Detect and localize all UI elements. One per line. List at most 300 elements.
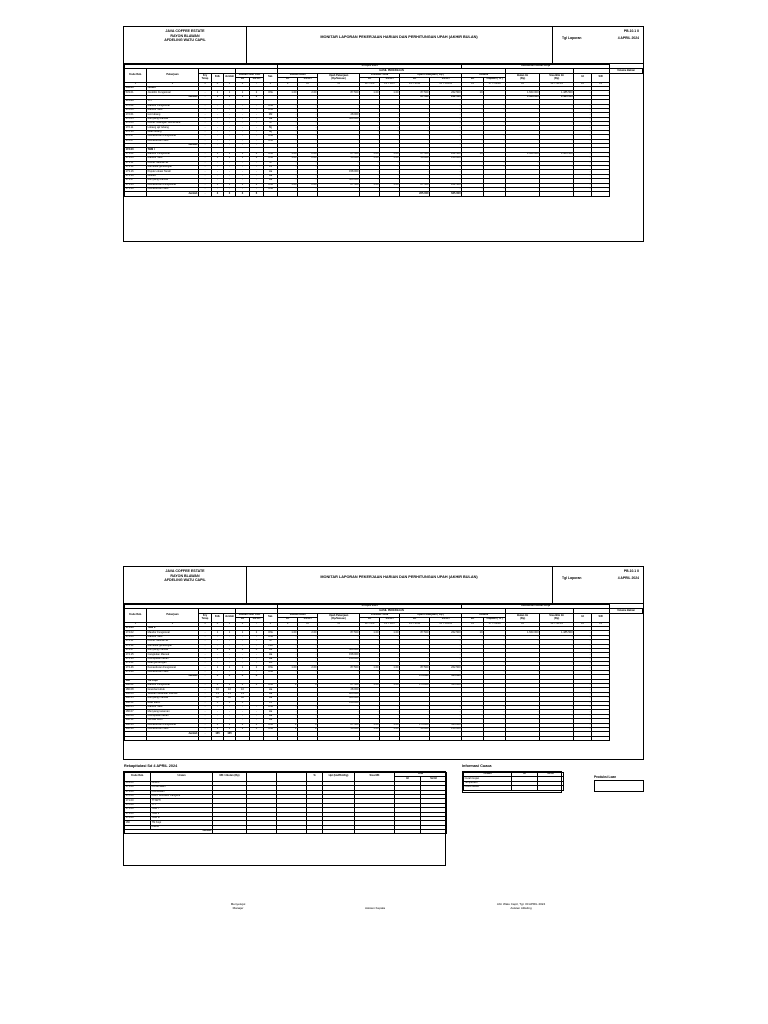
rekap-kode: 171.00 — [125, 786, 151, 790]
cell-value: - — [250, 104, 264, 108]
cell-value — [462, 192, 484, 196]
cell-value: - — [400, 126, 430, 130]
cell-value: - — [574, 161, 592, 165]
sub-col-hi: H.I — [400, 78, 430, 82]
cell-value: - — [430, 113, 462, 117]
cell-pekerjaan: Cangkulan Manual — [147, 653, 199, 657]
cell-value: Bg — [264, 126, 278, 130]
cell-value: - — [484, 705, 506, 709]
col-khl: KHL — [212, 613, 224, 622]
cell-value: 1.663.000 — [506, 631, 540, 635]
cell-value — [592, 736, 610, 740]
cell-value: - — [380, 187, 400, 191]
total-row — [125, 192, 643, 196]
cell-kode: 172.05 — [125, 117, 147, 121]
cell-value: - — [212, 187, 224, 191]
cell-value — [264, 736, 278, 740]
cell-value: - — [360, 174, 380, 178]
cell-value: - — [199, 192, 212, 196]
cell-value: - — [400, 710, 430, 714]
cell-value: - — [236, 104, 250, 108]
cell-kode: 180.09 — [125, 714, 147, 718]
col-pekerjaan: Pekerjaan — [147, 69, 199, 82]
kebutuhan-header: Kebutuhan Modal Kerja — [462, 605, 610, 609]
cell-value: - — [592, 113, 610, 117]
cell-value: 40 — [224, 697, 236, 701]
col-hi-bahan: HI — [574, 613, 592, 622]
report-date-label: Tgl Laporan — [562, 36, 582, 40]
cell-value: - — [278, 117, 298, 121]
cell-kode: 174.22 — [125, 662, 147, 666]
org-block — [124, 567, 247, 603]
cell-kode: 172.03 — [125, 108, 147, 112]
cell-kode: 173.27 — [125, 179, 147, 183]
cell-value: 1 — [212, 666, 224, 670]
col-sd-bahan: S/D — [592, 613, 610, 622]
sheet-header — [124, 27, 643, 64]
cell-value: 3 — [236, 727, 250, 731]
cell-value: - — [462, 165, 484, 169]
rp-label: (Rp) — [520, 616, 526, 620]
cell-pekerjaan: Pemel. Naungan Sementara — [147, 122, 199, 126]
rekap-total-label: Jumlah — [125, 830, 213, 834]
cell-value: 1.00 — [380, 152, 400, 156]
cell-value: 2 — [212, 684, 224, 688]
cell-value: - — [199, 653, 212, 657]
rekap-col-pct: % — [307, 773, 323, 782]
cell-value: - — [574, 631, 592, 635]
sub-col-hi: H.I — [400, 618, 430, 622]
cell-value: Ohk — [264, 727, 278, 731]
cell-value: - — [298, 139, 318, 143]
cell-value: - — [236, 670, 250, 674]
cell-value: Ha — [264, 170, 278, 174]
cell-value: - — [212, 139, 224, 143]
cell-value: - — [212, 108, 224, 112]
col-number: 16 — [462, 82, 484, 86]
col-jumlah: Jumlah — [224, 73, 236, 82]
cell-value: 2 — [224, 648, 236, 652]
total-row — [125, 736, 643, 740]
report-date-label: Tgl Laporan — [562, 576, 582, 580]
rekap-uraian: TTNRTI — [151, 799, 213, 803]
cuaca-uraian: Kelembaban — [464, 786, 512, 790]
volume-bahan-header: Volume Bahan — [610, 69, 643, 73]
cell-value: 1.485.500 — [540, 152, 574, 156]
cuaca-value — [512, 786, 538, 790]
cell-value: - — [506, 670, 540, 674]
cell-value: - — [224, 710, 236, 714]
cell-value: - — [574, 670, 592, 674]
cell-value: - — [506, 122, 540, 126]
cell-value: 87.500 — [400, 152, 430, 156]
cell-value: - — [574, 710, 592, 714]
cell-value: - — [592, 653, 610, 657]
cell-value: - — [250, 705, 264, 709]
cell-value: - — [592, 170, 610, 174]
cell-value — [380, 736, 400, 740]
cell-value: - — [484, 108, 506, 112]
cell-value: - — [224, 719, 236, 723]
report-sheet-2 — [123, 566, 644, 760]
cell-value: - — [360, 710, 380, 714]
cell-value: - — [484, 662, 506, 666]
cell-value: - — [574, 653, 592, 657]
cell-value: 2 — [236, 723, 250, 727]
cell-value: - — [430, 705, 462, 709]
org-rayon: RAYON BLAWAN — [170, 573, 200, 578]
cell-value: M — [264, 161, 278, 165]
cell-value: 4 — [224, 675, 236, 679]
cell-value: - — [212, 126, 224, 130]
col-number: 4 — [212, 82, 224, 86]
sig-manajer — [178, 902, 298, 911]
col-number: 10 — [298, 622, 318, 626]
cell-value: 13 — [224, 692, 236, 696]
org-block — [124, 27, 247, 63]
cell-value: - — [400, 122, 430, 126]
cell-pekerjaan: TBM I — [147, 148, 199, 152]
cell-value: - — [380, 179, 400, 183]
cell-value: Ha — [264, 117, 278, 121]
cell-value: - — [199, 187, 212, 191]
cell-value: - — [318, 161, 360, 165]
col-jumlah-ohk: Jumlah OHK KHL — [236, 613, 264, 617]
cell-value — [574, 192, 592, 196]
cell-value: 1.00 — [360, 152, 380, 156]
cell-value: - — [318, 670, 360, 674]
cell-value: - — [574, 165, 592, 169]
cell-value: - — [224, 126, 236, 130]
cuaca-value — [538, 786, 564, 790]
bulan-ini-label: Bulan Ini — [517, 73, 529, 77]
cell-value: - — [199, 714, 212, 718]
col-number: 11 — [318, 622, 360, 626]
cell-value: - — [540, 719, 574, 723]
cell-value: 525.000 — [430, 723, 462, 727]
cell-value: 175.000 — [400, 684, 430, 688]
cell-value: - — [380, 635, 400, 639]
cell-pekerjaan: Kemandoran Sedi — [147, 187, 199, 191]
kebutuhan-header: Kebutuhan Modal Kerja — [462, 65, 610, 69]
cell-value: - — [199, 108, 212, 112]
cell-value: - — [224, 187, 236, 191]
cell-pekerjaan: Pupuk Lokasi Tanah — [147, 170, 199, 174]
cell-value: Ls — [264, 701, 278, 705]
cell-value: - — [212, 161, 224, 165]
cell-value: - — [574, 139, 592, 143]
cell-value: 4 — [212, 675, 224, 679]
cell-pekerjaan: Pemel. saluran air — [147, 161, 199, 165]
rekap-total-row — [125, 830, 447, 834]
cell-value: 6 — [250, 684, 264, 688]
sub-col-capaian: Capaian ( % ) — [484, 78, 506, 82]
cell-value: 1 — [224, 152, 236, 156]
cell-value: 320.000 — [318, 117, 360, 121]
cell-value: - — [318, 187, 360, 191]
cell-value: - — [250, 179, 264, 183]
cell-value: 1 — [236, 95, 250, 99]
cell-value: 2.00 — [298, 157, 318, 161]
cell-value: - — [236, 108, 250, 112]
cell-value: - — [298, 165, 318, 169]
cell-value: Ohk — [264, 723, 278, 727]
cell-value: - — [224, 653, 236, 657]
cell-value: - — [506, 662, 540, 666]
cell-value: - — [224, 117, 236, 121]
produksi-label: Produksi Loan — [594, 775, 617, 779]
cell-value: 2 — [250, 91, 264, 95]
cell-value: - — [298, 108, 318, 112]
cell-value: - — [199, 161, 212, 165]
cell-value: - — [236, 170, 250, 174]
cell-value: - — [592, 122, 610, 126]
cell-value: - — [484, 644, 506, 648]
cell-value: - — [462, 710, 484, 714]
cell-value: 158.000 — [318, 701, 360, 705]
cell-pekerjaan: Kemandoran Sedi — [147, 670, 199, 674]
cell-kode: 180.12 — [125, 719, 147, 723]
cell-value: - — [592, 635, 610, 639]
cell-value: - — [212, 644, 224, 648]
cell-value: - — [592, 135, 610, 139]
col-number: 19 = 18-14 — [540, 622, 574, 626]
tetap-label: Tetap — [201, 76, 209, 80]
cell-pekerjaan: Menyiang Manual — [147, 117, 199, 121]
cell-value: - — [224, 174, 236, 178]
cell-value: - — [380, 139, 400, 143]
cell-value: - — [199, 640, 212, 644]
cell-value: - — [574, 648, 592, 652]
cell-value: - — [318, 122, 360, 126]
cell-value: - — [212, 662, 224, 666]
cell-kode: 172.00 — [125, 100, 147, 104]
cell-value: - — [574, 723, 592, 727]
cell-value: - — [199, 732, 212, 736]
cell-value: - — [430, 170, 462, 174]
cell-value: Ha — [264, 179, 278, 183]
cell-value: - — [592, 670, 610, 674]
col-kry — [199, 73, 212, 82]
cell-value: 262.500 — [430, 666, 462, 670]
cell-value — [298, 736, 318, 740]
cell-value: - — [400, 174, 430, 178]
table-body — [125, 86, 643, 196]
cell-value: - — [574, 644, 592, 648]
cell-value: - — [574, 122, 592, 126]
rekap-body — [125, 781, 447, 834]
cell-value: 1 — [236, 157, 250, 161]
col-kode: Kode Rek. — [125, 609, 147, 622]
rp-label: (Rp) — [554, 616, 560, 620]
cell-value: - — [484, 165, 506, 169]
cell-pekerjaan: Jorubilin Fungsional — [147, 91, 199, 95]
rekap-uraian: Peml. Lembaro Cangkok — [151, 794, 213, 798]
cell-value: - — [506, 187, 540, 191]
cell-pekerjaan: Buat lubang — [147, 130, 199, 134]
table-body — [125, 626, 643, 740]
cell-value — [484, 192, 506, 196]
cell-value: - — [278, 139, 298, 143]
cell-value: - — [224, 144, 236, 148]
cell-value: 50.000 — [400, 727, 430, 731]
cell-pekerjaan: tuni lubang — [147, 113, 199, 117]
cell-value: Ha — [264, 653, 278, 657]
cell-value: - — [430, 122, 462, 126]
cell-value: - — [430, 670, 462, 674]
col-upah-satuan — [318, 73, 360, 82]
cell-value: - — [236, 714, 250, 718]
cell-value: - — [574, 684, 592, 688]
sub-col-sdhi: s/d H.I — [380, 618, 400, 622]
rp-satuan-label: (Rp/Satuan) — [331, 76, 346, 80]
cell-value: Bg — [264, 130, 278, 134]
cell-kode: 174.12 — [125, 644, 147, 648]
hasil-header: HASIL PEKERJAAN — [278, 609, 506, 613]
cell-kode: 174.46 — [125, 666, 147, 670]
cell-value: - — [574, 635, 592, 639]
cell-kode: 180.48 — [125, 727, 147, 731]
cell-value: - — [462, 714, 484, 718]
cell-value: - — [592, 91, 610, 95]
col-number: 6 — [236, 622, 250, 626]
org-company: JAVA COFFEE ESTATE — [165, 569, 205, 573]
cell-value: - — [380, 719, 400, 723]
cell-value: - — [278, 710, 298, 714]
cell-value: - — [212, 657, 224, 661]
col-number: 14 = 8x11 — [400, 622, 430, 626]
col-bulan-ini — [506, 613, 540, 622]
cell-kode: 180.52 — [125, 701, 147, 705]
cell-value — [224, 736, 236, 740]
cell-value: - — [360, 170, 380, 174]
cell-value: - — [236, 705, 250, 709]
cell-value: Ohk — [264, 104, 278, 108]
sub-col-sdhi: s/d H.I — [430, 618, 462, 622]
cell-value: 165 — [224, 732, 236, 736]
cell-value: - — [592, 719, 610, 723]
sub-col-sdhi: s/d H.I — [250, 78, 264, 82]
cell-kode: 172.13 — [125, 130, 147, 134]
cell-value: - — [360, 662, 380, 666]
cell-value: 87.500 — [318, 684, 360, 688]
cell-pekerjaan: Menyiang tanaman — [147, 710, 199, 714]
col-number: 18 — [506, 82, 540, 86]
sig-manajer-label: Manajer — [232, 906, 244, 911]
col-upah-satuan — [318, 613, 360, 622]
cell-value: 6 — [250, 192, 264, 196]
cell-value: - — [212, 635, 224, 639]
cell-value: - — [592, 714, 610, 718]
cell-value: - — [250, 710, 264, 714]
cell-value: 1.00 — [278, 631, 298, 635]
cell-value: - — [592, 648, 610, 652]
cell-value: Ha — [264, 714, 278, 718]
cell-value: - — [212, 714, 224, 718]
cell-value: - — [400, 104, 430, 108]
cell-value: - — [380, 653, 400, 657]
cell-value: - — [506, 135, 540, 139]
cell-value: 50.000 — [318, 157, 360, 161]
cell-value: - — [298, 161, 318, 165]
cell-value: - — [199, 170, 212, 174]
cell-value: 1.00 — [380, 727, 400, 731]
cell-value: - — [592, 727, 610, 731]
cell-kode — [125, 736, 147, 740]
cell-value: - — [298, 130, 318, 134]
work-table-1 — [124, 64, 643, 197]
cell-value: - — [360, 179, 380, 183]
cell-value: 1.00 — [360, 684, 380, 688]
cell-value: - — [574, 135, 592, 139]
cell-value: - — [250, 644, 264, 648]
cell-value: 1 — [212, 631, 224, 635]
cell-value: - — [360, 640, 380, 644]
cell-value: - — [380, 714, 400, 718]
cell-value: 1.00 — [380, 666, 400, 670]
cell-value: - — [298, 640, 318, 644]
cell-value: - — [592, 157, 610, 161]
cell-pekerjaan: TBM II — [147, 626, 199, 630]
cell-value — [318, 192, 360, 196]
cell-value: - — [592, 657, 610, 661]
cell-value — [360, 192, 380, 196]
cell-value: Ohk — [264, 705, 278, 709]
cell-value: - — [506, 719, 540, 723]
org-afdeling: AFDELING WATU CAPIL — [164, 38, 206, 43]
cell-value: 1 — [212, 91, 224, 95]
cell-value: - — [224, 113, 236, 117]
volume-bahan-header: Volume Bahan — [610, 609, 643, 613]
cell-value: - — [400, 179, 430, 183]
sig-asisten-afdeling-label: Asisten Afdeling — [510, 906, 532, 911]
cell-value: 175.000 — [400, 675, 430, 679]
cell-value: - — [540, 710, 574, 714]
cell-value: 3 — [224, 727, 236, 731]
col-number: 3 — [199, 622, 212, 626]
col-jumlah-ohk: Jumlah OHK KHL — [236, 73, 264, 77]
report-date-value: 4 APRIL 2024 — [617, 576, 639, 580]
cell-value: - — [430, 139, 462, 143]
cell-value: - — [360, 670, 380, 674]
cell-value: - — [278, 719, 298, 723]
cell-value — [592, 192, 610, 196]
cell-value: 1.00 — [278, 91, 298, 95]
cell-kode: 174.02 — [125, 631, 147, 635]
cell-value: - — [298, 104, 318, 108]
cell-value: 87.500 — [400, 631, 430, 635]
cuaca-col-sdhi: Sd HI — [538, 773, 564, 777]
rekap-col-a — [247, 773, 277, 782]
cell-value: - — [540, 640, 574, 644]
cell-value: - — [236, 117, 250, 121]
cell-pekerjaan: Kemandoran Fungsional — [147, 135, 199, 139]
cell-value: - — [592, 692, 610, 696]
rekap-kode: 173.00 — [125, 812, 151, 816]
cell-value: - — [278, 113, 298, 117]
cell-value: Pks — [264, 644, 278, 648]
cell-value: - — [400, 139, 430, 143]
cell-value: 225.000 — [400, 192, 430, 196]
col-number: 12 = 8/6 — [360, 82, 380, 86]
rekap-kode: 172.00 — [125, 803, 151, 807]
col-number: 13 = 10/7 — [380, 82, 400, 86]
col-sd-bahan: S/D — [592, 73, 610, 82]
cell-value: - — [484, 635, 506, 639]
cell-value: - — [250, 165, 264, 169]
cell-value: - — [574, 714, 592, 718]
cell-value: 2 — [224, 723, 236, 727]
